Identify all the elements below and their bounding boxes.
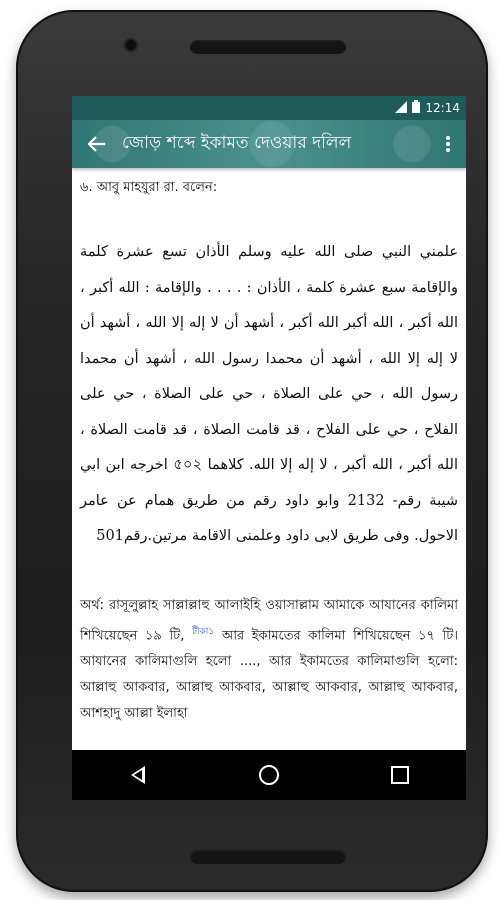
translation-part-2: আর ইকামতের কালিমা শিখিয়েছেন ১৭ টি। আযানের কালিমাগুলি হলো ...., আর ইকামতের কালিমাগুলি হলো: আল্লাহু আকবার, আল্লাহু আকবার, আল্লাহু আকবার, আল্লাহু আকবার, আশহাদু আল্লা ইলাহা xyxy=(80,627,459,721)
nav-recents-icon[interactable] xyxy=(370,766,430,784)
front-camera xyxy=(126,40,136,50)
article-content[interactable] xyxy=(72,168,466,800)
translation-text xyxy=(80,593,458,727)
footnote-link[interactable]: টীকা১ xyxy=(191,626,215,637)
arabic-text: علمني النبي صلى الله عليه وسلم الأذان تسع عشرة كلمة والإقامة سبع عشرة كلمة ، الأذان : . . . . والإقامة : الله أكبر ، الله أكبر ، الله أكبر الله أكبر ، أشهد أن لا إله إلا الله ، أشهد أن لا إله إلا الله ، أشهد أن محمدا رسول الله ، أشهد أن محمدا رسول الله ، حي على الصلاة ، حي على الصلاة ، حي على الفلاح ، حي على الفلاح ، قد قامت الصلاة ، قد قامت الصلاة ، الله أكبر ، الله أكبر ، لا إله إلا الله. كلاهما ৫০২ اخرجه ابن ابي شيبة رقم- 2132 وابو داود رقم من طريق همام عن عامر الاحول. وفى طريق لابى داود وعلمنى الاقامة مرتين.رقم501 xyxy=(80,244,459,544)
nav-home-icon[interactable] xyxy=(239,765,299,785)
status-time: 12:14 xyxy=(425,101,460,115)
translation-part-1: অর্থ: রাসূলুল্লাহ সাল্লাল্লাহু আলাইহি ওয়াসাল্লাম আমাকে আযানের কালিমা শিখিয়েছেন ১৯ টি, xyxy=(80,597,458,643)
android-nav-bar xyxy=(72,750,466,800)
nav-back-icon[interactable] xyxy=(108,766,168,784)
bottom-speaker xyxy=(190,850,346,864)
status-bar xyxy=(72,96,466,120)
page-title: জোড় শব্দে ইকামত দেওয়ার দলিল xyxy=(122,133,352,153)
top-speaker xyxy=(190,40,346,54)
more-vert-icon[interactable] xyxy=(430,136,466,152)
signal-icon xyxy=(395,101,407,116)
battery-icon xyxy=(412,100,420,116)
arrow-left-icon[interactable] xyxy=(72,136,122,152)
hadith-heading: ৬. আবু মাহযুরা রা. বলেন: xyxy=(80,180,218,195)
screen xyxy=(72,96,466,800)
phone-frame xyxy=(16,10,488,892)
app-toolbar xyxy=(72,120,466,168)
